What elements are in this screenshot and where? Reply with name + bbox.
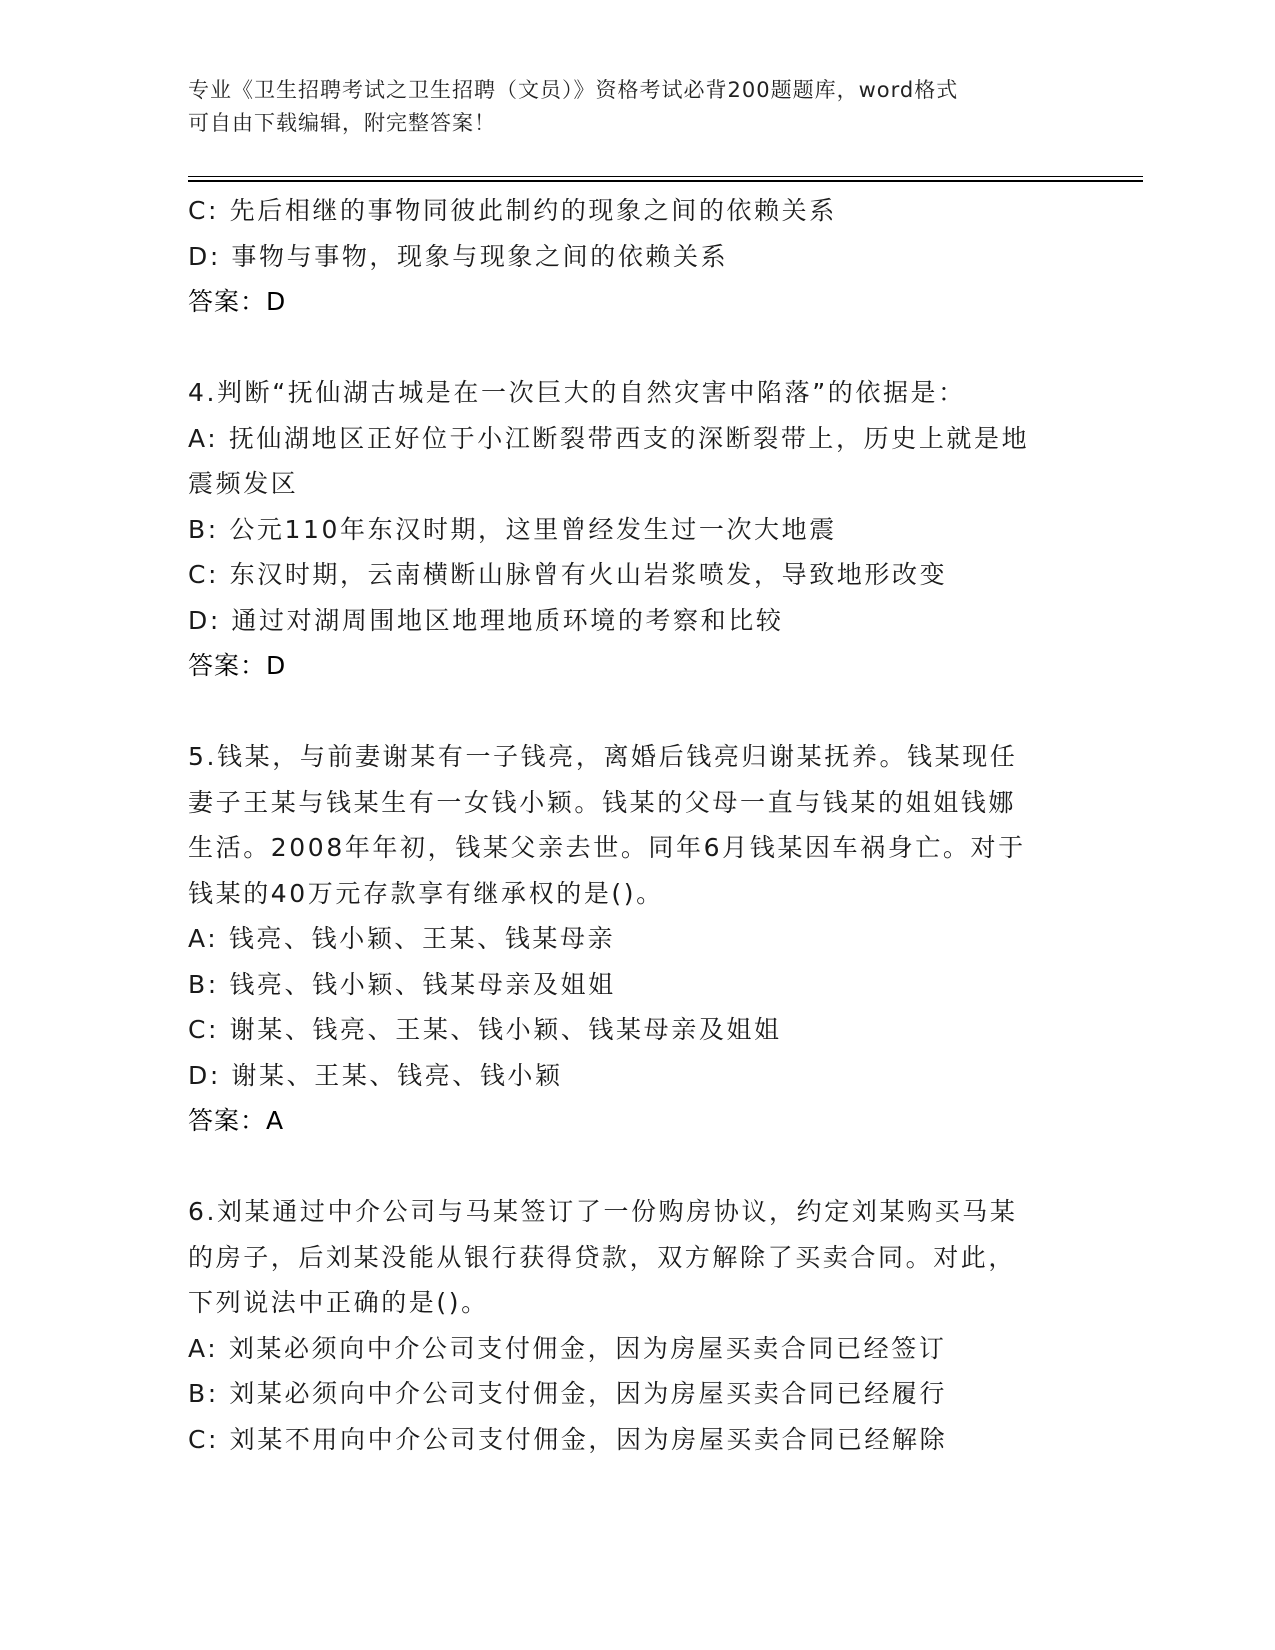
option-c: C: 刘某不用向中介公司支付佣金，因为房屋买卖合同已经解除 [188,1424,948,1454]
document-header [188,74,1068,140]
option-d: D: 通过对湖周围地区地理地质环境的考察和比较 [188,605,784,635]
answer: 答案：D [188,651,287,680]
question-4 [188,370,1088,689]
option-d: D: 事物与事物，现象与现象之间的依赖关系 [188,241,729,271]
question-stem-continued: 的房子，后刘某没能从银行获得贷款，双方解除了买卖合同。对此， [188,1242,1017,1272]
question-stem-continued: 妻子王某与钱某生有一女钱小颖。钱某的父母一直与钱某的姐姐钱娜 [188,787,1017,817]
question-stem-continued: 生活。2008年年初，钱某父亲去世。同年6月钱某因车祸身亡。对于 [188,833,1026,862]
spacer [188,689,1088,735]
answer: 答案：A [188,1106,285,1135]
option-b: B: 钱亮、钱小颖、钱某母亲及姐姐 [188,969,616,999]
question-stem: 6.刘某通过中介公司与马某签订了一份购房协议，约定刘某购买马某 [188,1197,1018,1226]
question-6 [188,1189,1088,1462]
question-3 [188,188,1088,325]
answer: 答案：D [188,287,287,316]
option-c: C: 先后相继的事物同彼此制约的现象之间的依赖关系 [188,196,837,225]
document-body [188,188,1088,1462]
option-a: A: 抚仙湖地区正好位于小江断裂带西支的深断裂带上，历史上就是地 [188,423,1030,453]
header-title-line-2: 可自由下载编辑，附完整答案！ [188,111,496,135]
option-b: B: 公元110年东汉时期，这里曾经发生过一次大地震 [188,514,837,544]
option-d: D: 谢某、王某、钱亮、钱小颖 [188,1060,563,1090]
option-a: A: 钱亮、钱小颖、王某、钱某母亲 [188,924,616,953]
question-stem: 4.判断“抚仙湖古城是在一次巨大的自然灾害中陷落”的依据是： [188,378,966,407]
option-a: A: 刘某必须向中介公司支付佣金，因为房屋买卖合同已经签订 [188,1333,947,1363]
header-divider-thick [188,180,1143,182]
option-c: C: 谢某、钱亮、王某、钱小颖、钱某母亲及姐姐 [188,1015,782,1044]
question-stem: 5.钱某，与前妻谢某有一子钱亮，离婚后钱亮归谢某抚养。钱某现任 [188,742,1018,771]
option-b: B: 刘某必须向中介公司支付佣金，因为房屋买卖合同已经履行 [188,1379,947,1408]
option-a-continued: 震频发区 [188,469,299,498]
question-stem-continued: 钱某的40万元存款享有继承权的是()。 [188,878,664,908]
option-c: C: 东汉时期，云南横断山脉曾有火山岩浆喷发，导致地形改变 [188,560,948,589]
question-stem-continued: 下列说法中正确的是()。 [188,1288,489,1317]
spacer [188,1144,1088,1190]
question-5 [188,734,1088,1144]
header-title-line-1: 专业《卫生招聘考试之卫生招聘（文员）》资格考试必背200题题库，word格式 [188,78,959,102]
header-divider-thin [188,176,1143,177]
spacer [188,325,1088,371]
